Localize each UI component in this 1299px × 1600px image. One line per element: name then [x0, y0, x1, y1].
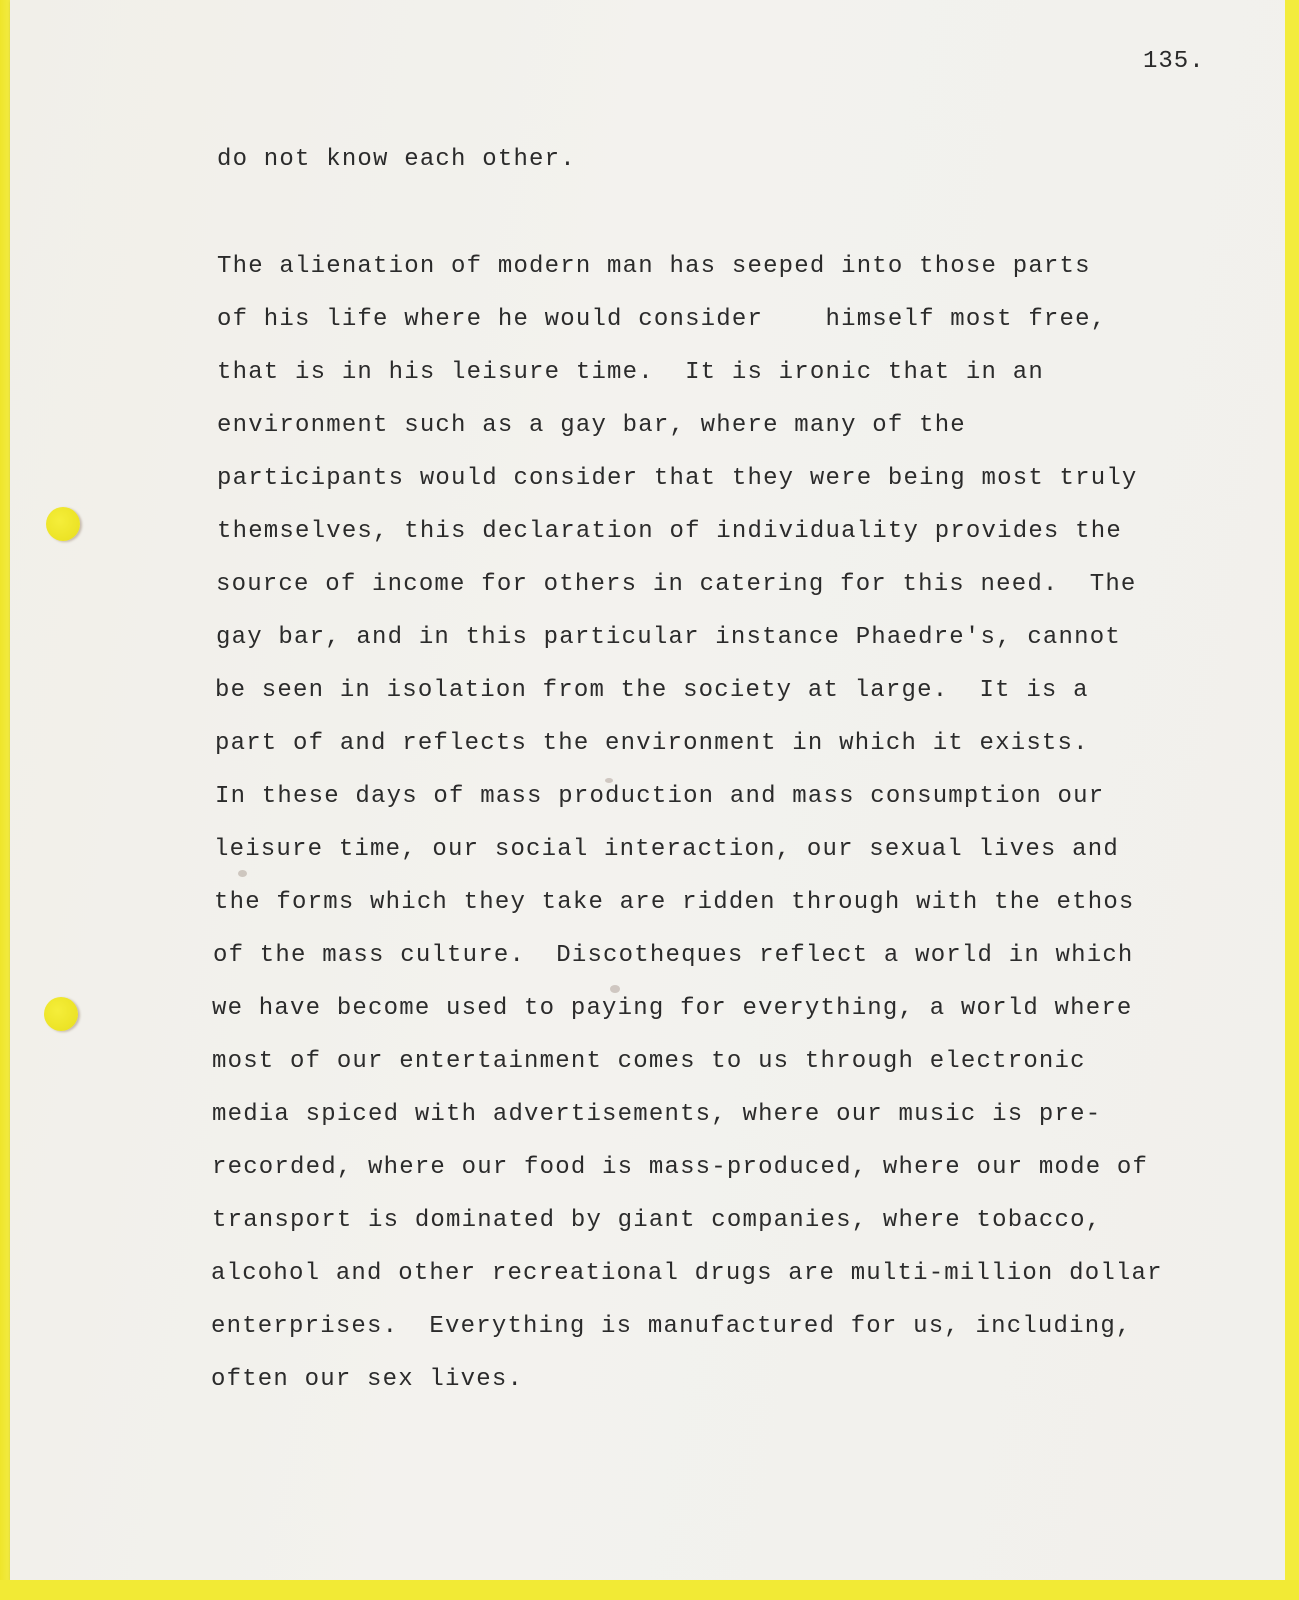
text-line: source of income for others in catering for this need. The — [216, 571, 1137, 598]
text-line: we have become used to paying for everything, a world where — [212, 995, 1133, 1022]
text-line: media spiced with advertisements, where our music is pre- — [212, 1101, 1102, 1128]
text-line: recorded, where our food is mass-produced, where our mode of — [212, 1154, 1149, 1181]
typewritten-page — [10, 0, 1285, 1580]
text-line: that is in his leisure time. It is ironic that in an — [217, 359, 1044, 386]
text-line: the forms which they take are ridden through with the ethos — [214, 889, 1135, 916]
text-line: leisure time, our social interaction, our sexual lives and — [214, 836, 1119, 863]
text-line: In these days of mass production and mass consumption our — [215, 783, 1105, 810]
binder-edge-bottom — [0, 1580, 1299, 1600]
text-line: transport is dominated by giant companies, where tobacco, — [212, 1207, 1102, 1234]
page-number: 135. — [1143, 48, 1205, 75]
body-text — [10, 0, 1163, 1393]
text-line: gay bar, and in this particular instance Phaedre's, cannot — [216, 624, 1121, 651]
text-line: be seen in isolation from the society at large. It is a — [215, 677, 1089, 704]
text-line: often our sex lives. — [211, 1366, 524, 1393]
text-line: themselves, this declaration of individuality provides the — [217, 518, 1122, 545]
text-line: participants would consider that they were being most truly — [217, 465, 1138, 492]
text-line: of his life where he would consider himself most free, — [217, 306, 1107, 333]
paper-speck — [238, 870, 247, 877]
text-line: of the mass culture. Discotheques reflect a world in which — [213, 942, 1134, 969]
paper-speck — [610, 985, 620, 993]
text-line: alcohol and other recreational drugs are multi-million dollar — [211, 1260, 1163, 1287]
text-line: do not know each other. — [217, 146, 576, 173]
text-line: environment such as a gay bar, where many of the — [217, 412, 966, 439]
text-line: part of and reflects the environment in which it exists. — [215, 730, 1089, 757]
binder-edge-right — [1285, 0, 1299, 1600]
text-line: enterprises. Everything is manufactured for us, including, — [211, 1313, 1132, 1340]
punch-hole-bottom — [44, 997, 78, 1031]
text-line: The alienation of modern man has seeped into those parts — [217, 253, 1091, 280]
text-line: most of our entertainment comes to us through electronic — [212, 1048, 1086, 1075]
